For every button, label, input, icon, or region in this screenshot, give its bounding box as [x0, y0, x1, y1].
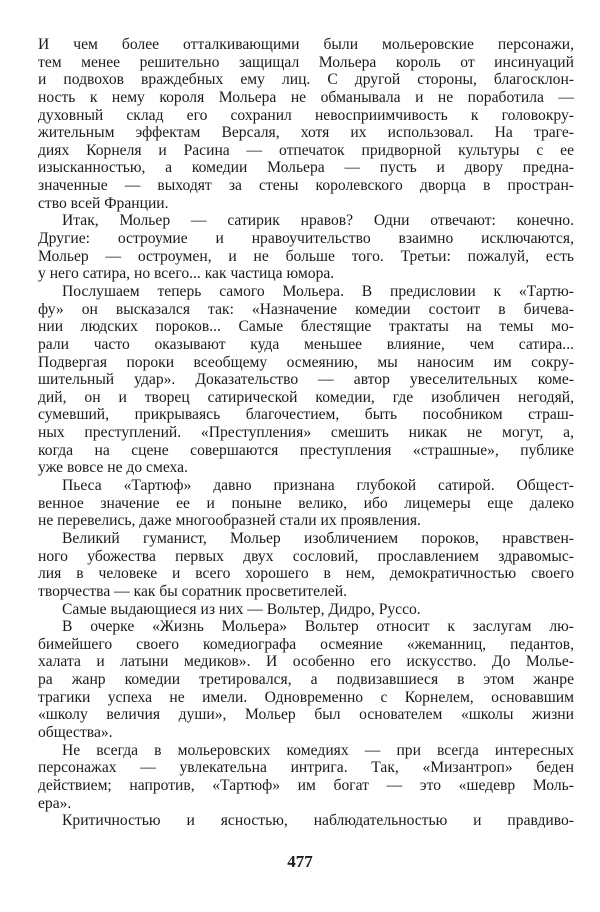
text-line: тем менее решительно защищал Мольера король от инсинуаций	[38, 53, 574, 71]
text-line: уже вовсе не до смеха.	[38, 459, 188, 477]
text-line: Критичностью и ясностью, наблюдательностью и правдиво-	[62, 812, 574, 830]
text-line: действием; напротив, «Тартюф» им богат — это «шедевр Моль-	[38, 776, 574, 794]
text-line: и подвохов враждебных ему лиц. С другой стороны, благосклон-	[38, 71, 574, 89]
text-line: дий, он и творец сатирической комедии, где изобличен негодяй,	[38, 388, 574, 406]
text-line: персонажах — увлекательна интрига. Так, «Мизантроп» беден	[38, 759, 574, 777]
text-line: Пьеса «Тартюф» давно признана глубокой сатирой. Общест-	[62, 477, 574, 495]
text-line: ство всей Франции.	[38, 194, 169, 212]
paragraph	[38, 601, 574, 619]
text-line: жительным эффектам Версаля, хотя их использовал. На траге-	[38, 124, 574, 142]
text-line: ность к нему короля Мольера не обманывала и не поработила —	[38, 88, 574, 106]
paragraph	[38, 618, 574, 741]
text-line: Великий гуманист, Мольер изобличением пороков, нравствен-	[62, 529, 574, 547]
paragraph	[38, 477, 574, 530]
text-line: трагики успеха не имели. Одновременно с Корнелем, основавшим	[38, 688, 574, 706]
text-line: халата и латыни медиков». И особенно его искусство. До Мольe-	[38, 653, 574, 671]
text-line: В очерке «Жизнь Мольера» Вольтер относит к заслугам лю-	[62, 618, 574, 636]
paragraph	[38, 530, 574, 601]
text-line: ра жанр комедии третировался, а подвизавшиеся в этом жанре	[38, 671, 574, 689]
text-line: общества».	[38, 723, 113, 741]
paragraph	[38, 36, 574, 212]
text-line: Не всегда в мольеровских комедиях — при всегда интересных	[62, 741, 574, 759]
text-line: Подвергая пороки всеобщему осмеянию, мы наносим им сокру-	[38, 353, 574, 371]
text-line: «школу величия души», Мольер был основателем «школы жизни	[38, 706, 574, 724]
text-line: фу» он высказался так: «Назначение комедии состоит в бичева-	[38, 300, 574, 318]
text-line: ных преступлений. «Преступления» смешить никак не могут, а,	[38, 424, 574, 442]
text-line: Другие: остроумие и нравоучительство взаимно исключаются,	[38, 230, 574, 248]
text-line: бимейшего своего комедиографа осмеяние «жеманниц, педантов,	[38, 635, 574, 653]
text-line: ного убожества первых двух сословий, прославлением здравомыс-	[38, 547, 574, 565]
text-line: творчества — как бы соратник просветителей.	[38, 582, 347, 600]
text-line: шительный удар». Доказательство — автор увеселительных коме-	[38, 371, 574, 389]
text-line: диях Корнеля и Расина — отпечаток придворной культуры с ее	[38, 141, 574, 159]
body-text	[38, 36, 574, 830]
page-number: 477	[287, 852, 313, 871]
text-line: нии людских пороков... Самые блестящие трактаты на темы мо-	[38, 318, 574, 336]
paragraph	[38, 812, 574, 830]
text-line: не перевелись, даже многообразней стали их проявления.	[38, 512, 421, 530]
text-line: Мольер — остроумен, и не больше того. Третьи: пожалуй, есть	[38, 247, 574, 265]
text-line: у него сатира, но всего... как частица юмора.	[38, 265, 335, 283]
text-line: лия в человеке и всего хорошего в нем, демократичностью своего	[38, 565, 574, 583]
text-line: сумевший, прикрываясь благочестием, быть пособником страш-	[38, 406, 574, 424]
paragraph	[38, 742, 574, 813]
paragraph	[38, 212, 574, 283]
text-line: рали часто оказывают куда меньшее влияние, чем сатира...	[38, 335, 574, 353]
text-line: венное значение ее и поныне велико, ибо лицемеры еще далеко	[38, 494, 574, 512]
text-line: ера».	[38, 794, 72, 812]
text-line: Послушаем теперь самого Мольера. В предисловии к «Тартю-	[62, 282, 574, 300]
text-line: изысканностью, а комедии Мольера — пусть и двору предна-	[38, 159, 574, 177]
text-line: когда на сцене совершаются преступления «страшные», публике	[38, 441, 574, 459]
text-line: Самые выдающиеся из них — Вольтер, Дидро, Руссо.	[62, 600, 421, 618]
text-line: значенные — выходят за стены королевского дворца в простран-	[38, 177, 574, 195]
text-line: Итак, Мольер — сатирик нравов? Одни отвечают: конечно.	[62, 212, 574, 230]
text-line: И чем более отталкивающими были мольеровские персонажи,	[38, 36, 574, 53]
text-line: духовный склад его сохранил невосприимчивость к головокру-	[38, 106, 574, 124]
paragraph	[38, 283, 574, 477]
